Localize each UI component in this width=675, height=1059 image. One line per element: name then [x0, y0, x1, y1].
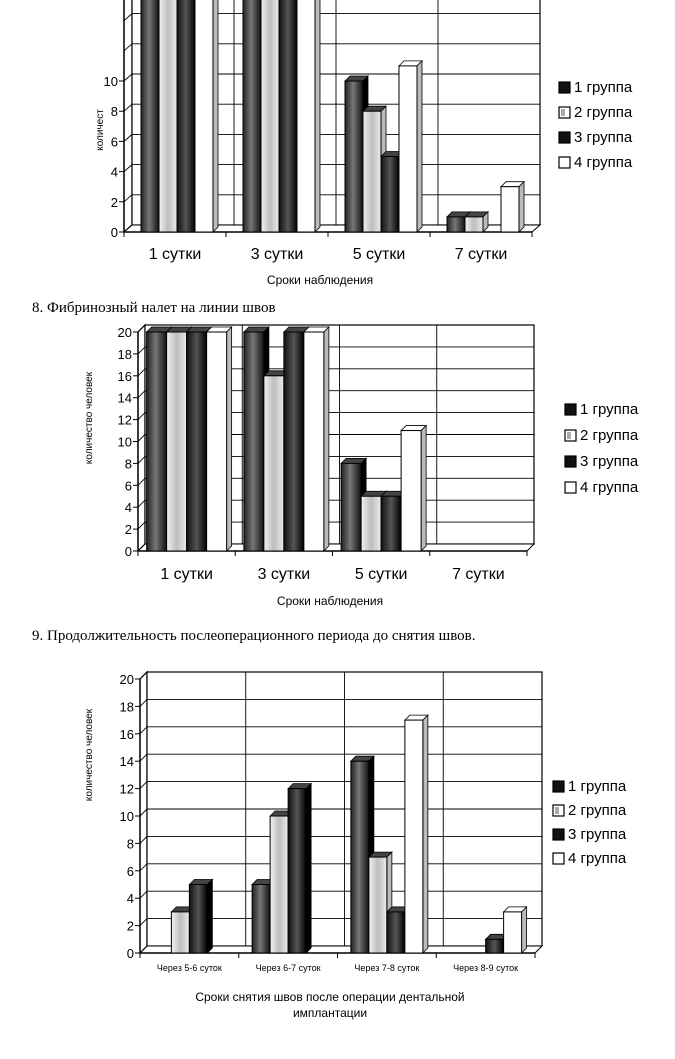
bar-4-4: [501, 187, 519, 232]
bar-group-3: [189, 880, 212, 954]
bar-4-1: [207, 332, 227, 551]
x-axis-label: Сроки наблюдения: [266, 273, 374, 287]
category-label: Через 6-7 суток: [255, 963, 321, 973]
bar-side: [306, 784, 311, 953]
bar-side: [417, 61, 422, 232]
legend-swatch-shade: [567, 432, 571, 439]
y-tick-label: 6: [110, 134, 118, 150]
legend-label: 4 группа: [574, 154, 633, 171]
bar-3-1: [177, 0, 195, 232]
bar-3-2: [284, 332, 304, 551]
bar-3-4: [486, 939, 504, 953]
bar-1-3: [345, 81, 363, 232]
legend-swatch: [559, 132, 570, 143]
bar-3-2: [288, 789, 306, 953]
y-tick-label: 16: [119, 726, 134, 742]
y-tick-label: 16: [117, 368, 132, 384]
section-heading-8: 8. Фибринозный налет на линии швов: [32, 300, 276, 316]
bar-group-4: [405, 715, 428, 953]
bar-group-2: [465, 212, 488, 232]
bar-2-3: [361, 496, 381, 551]
bar-3-3: [381, 496, 401, 551]
y-tick-label: 14: [119, 754, 134, 770]
bar-group-3: [288, 784, 311, 953]
bar-2-1: [171, 912, 189, 953]
bar-side: [522, 907, 527, 953]
bar-group-4: [304, 327, 329, 551]
y-tick-label: 0: [124, 544, 132, 559]
bar-3-2: [279, 0, 297, 232]
bar-group-4: [207, 327, 232, 551]
category-label: Через 5-6 суток: [156, 963, 222, 973]
y-tick-label: 8: [126, 836, 134, 852]
y-tick-label: 4: [124, 500, 132, 516]
y-tick-label: 4: [126, 891, 134, 907]
bar-side: [315, 0, 320, 232]
bar-side: [227, 327, 232, 551]
y-tick-label: 6: [124, 478, 132, 494]
section-heading-9: 9. Продолжительность послеоперационного периода до снятия швов.: [32, 628, 476, 644]
legend-swatch: [565, 456, 576, 467]
bar-2-4: [465, 217, 483, 232]
y-tick-label: 14: [117, 390, 132, 406]
legend-label: 2 группа: [568, 802, 627, 819]
bar-1-1: [147, 332, 167, 551]
y-axis-label: количест: [95, 109, 106, 151]
bar-group-4: [195, 0, 218, 232]
y-tick-label: 20: [119, 672, 134, 687]
legend-swatch: [553, 829, 564, 840]
bar-2-3: [369, 857, 387, 953]
bar-group-4: [401, 426, 426, 551]
legend-label: 1 группа: [580, 401, 639, 418]
category-label: 1 сутки: [160, 566, 213, 583]
y-tick-label: 4: [110, 164, 118, 180]
category-label: 5 сутки: [354, 566, 408, 583]
bar-group-4: [297, 0, 320, 232]
bar-3-1: [187, 332, 207, 551]
category-label: 3 сутки: [257, 566, 311, 583]
legend-swatch: [565, 404, 576, 415]
category-label: 3 сутки: [250, 246, 304, 263]
legend-swatch: [559, 157, 570, 168]
bar-4-2: [297, 0, 315, 232]
legend-swatch: [565, 482, 576, 493]
left-wall: [124, 0, 132, 232]
y-tick-label: 18: [119, 699, 134, 715]
bar-2-2: [261, 0, 279, 232]
bar-2-2: [264, 376, 284, 551]
bar-side: [213, 0, 218, 232]
bar-3-3: [387, 912, 405, 953]
y-axis-label: количество человек: [84, 371, 95, 465]
category-label: 5 сутки: [352, 246, 406, 263]
bar-side: [421, 426, 426, 551]
bar-4-4: [504, 912, 522, 953]
bar-1-2: [244, 332, 264, 551]
y-tick-label: 10: [103, 74, 118, 89]
bar-3-1: [189, 885, 207, 954]
legend-swatch: [553, 781, 564, 792]
y-tick-label: 6: [126, 863, 134, 879]
bar-2-1: [167, 332, 187, 551]
y-tick-label: 20: [117, 325, 132, 340]
bar-2-2: [270, 816, 288, 953]
y-tick-label: 8: [124, 456, 132, 472]
y-tick-label: 12: [117, 412, 132, 428]
bar-4-3: [401, 431, 421, 551]
bar-side: [324, 327, 329, 551]
bar-3-3: [381, 157, 399, 233]
bar-4-2: [304, 332, 324, 551]
x-axis-label: имплантации: [292, 1006, 368, 1020]
category-label: 7 сутки: [452, 566, 505, 583]
category-label: Через 8-9 суток: [453, 963, 519, 973]
legend-label: 2 группа: [580, 427, 639, 444]
bar-side: [423, 715, 428, 953]
category-label: 1 сутки: [148, 246, 202, 263]
y-tick-label: 2: [126, 918, 134, 934]
y-tick-label: 8: [110, 104, 118, 120]
legend-label: 2 группа: [574, 104, 633, 121]
bar-2-1: [159, 0, 177, 232]
y-tick-label: 0: [126, 946, 134, 961]
legend-label: 3 группа: [574, 129, 633, 146]
legend-label: 1 группа: [574, 79, 633, 96]
chart-redness: [0, 0, 675, 295]
bar-1-3: [341, 463, 361, 551]
legend-label: 3 группа: [580, 453, 639, 470]
y-axis-label: количество человек: [84, 708, 95, 802]
y-tick-label: 10: [119, 809, 134, 824]
bar-1-4: [447, 217, 465, 232]
bar-group-4: [501, 182, 524, 232]
legend-label: 1 группа: [568, 778, 627, 795]
y-tick-label: 18: [117, 346, 132, 362]
bar-1-1: [141, 0, 159, 232]
bar-group-4: [399, 61, 422, 232]
bar-2-3: [363, 111, 381, 232]
y-tick-label: 2: [110, 194, 118, 210]
bar-group-4: [504, 907, 527, 953]
bar-4-3: [399, 66, 417, 232]
x-axis-label: Сроки снятия швов после операции дентальной: [195, 990, 465, 1004]
legend-label: 4 группа: [568, 850, 627, 867]
legend-swatch: [553, 853, 564, 864]
chart-fibrinous-plaque: [0, 318, 675, 618]
category-label: 7 сутки: [454, 246, 508, 263]
legend-swatch: [559, 82, 570, 93]
y-tick-label: 2: [124, 522, 132, 538]
bar-4-3: [405, 720, 423, 953]
bar-side: [519, 182, 524, 232]
bar-4-1: [195, 0, 213, 232]
bar-1-2: [243, 0, 261, 232]
y-tick-label: 12: [119, 781, 134, 797]
category-label: Через 7-8 суток: [354, 963, 420, 973]
bar-1-2: [252, 885, 270, 954]
legend-label: 3 группа: [568, 826, 627, 843]
chart-suture-removal: [0, 655, 675, 1055]
legend-label: 4 группа: [580, 479, 639, 496]
bar-1-3: [351, 761, 369, 953]
x-axis-label: Сроки наблюдения: [276, 594, 384, 608]
y-tick-label: 10: [117, 434, 132, 450]
bar-side: [207, 880, 212, 954]
legend-swatch-shade: [561, 109, 565, 116]
y-tick-label: 0: [110, 225, 118, 240]
legend-swatch-shade: [555, 807, 559, 814]
